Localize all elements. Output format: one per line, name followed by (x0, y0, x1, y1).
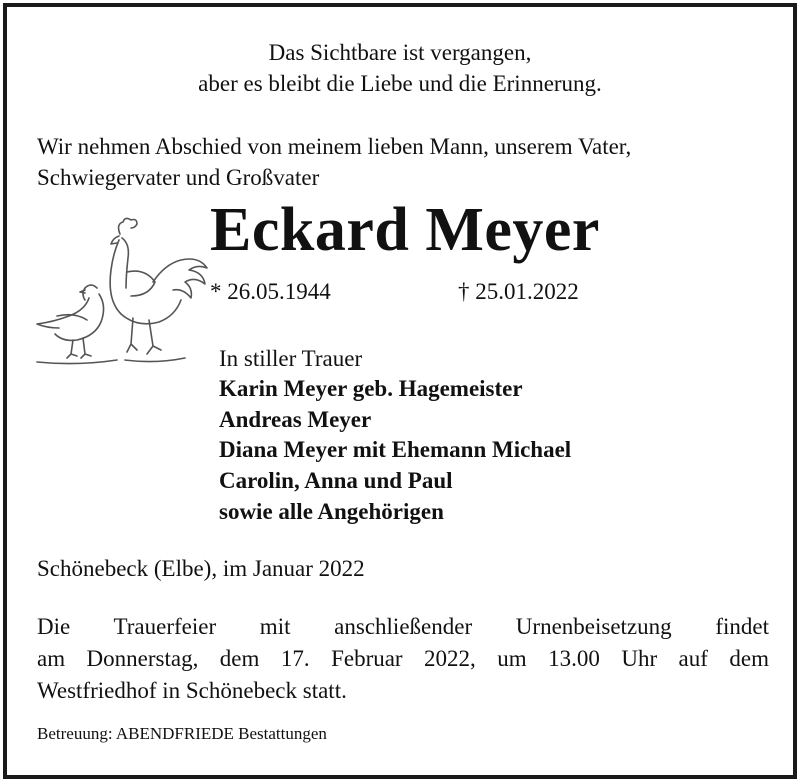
ceremony-paragraph (37, 611, 769, 707)
obituary-notice (3, 3, 797, 779)
ceremony-line-3: Westfriedhof in Schönebeck statt. (37, 678, 347, 703)
motto-line-1: Das Sichtbare ist vergangen, (268, 40, 532, 65)
death-date: † 25.01.2022 (458, 279, 579, 304)
mourner-name: sowie alle Angehörigen (219, 499, 444, 524)
ceremony-line-1: Die Trauerfeier mit anschließender Urnenbeisetzung findet (37, 614, 769, 639)
mourners-heading: In stiller Trauer (219, 346, 363, 371)
motto-line-2: aber es bleibt die Liebe und die Erinnerung. (198, 71, 602, 96)
mourner-name: Karin Meyer geb. Hagemeister (219, 376, 523, 401)
undertaker-credit: Betreuung: ABENDFRIEDE Bestattungen (37, 724, 327, 743)
mourner-name: Diana Meyer mit Ehemann Michael (219, 437, 572, 462)
rooster-and-pigeon-icon (27, 212, 212, 382)
intro-line-1: Wir nehmen Abschied von meinem lieben Mann, unserem Vater, (37, 134, 632, 159)
deceased-name: Eckard Meyer (210, 196, 600, 264)
ceremony-line-2: am Donnerstag, dem 17. Februar 2022, um 13.00 Uhr auf dem (37, 646, 769, 671)
place-and-date: Schönebeck (Elbe), im Januar 2022 (37, 556, 365, 581)
mourner-name: Carolin, Anna und Paul (219, 468, 453, 493)
intro-line-2: Schwiegervater und Großvater (37, 165, 320, 190)
mourner-name: Andreas Meyer (219, 407, 372, 432)
birth-date: * 26.05.1944 (210, 279, 331, 304)
